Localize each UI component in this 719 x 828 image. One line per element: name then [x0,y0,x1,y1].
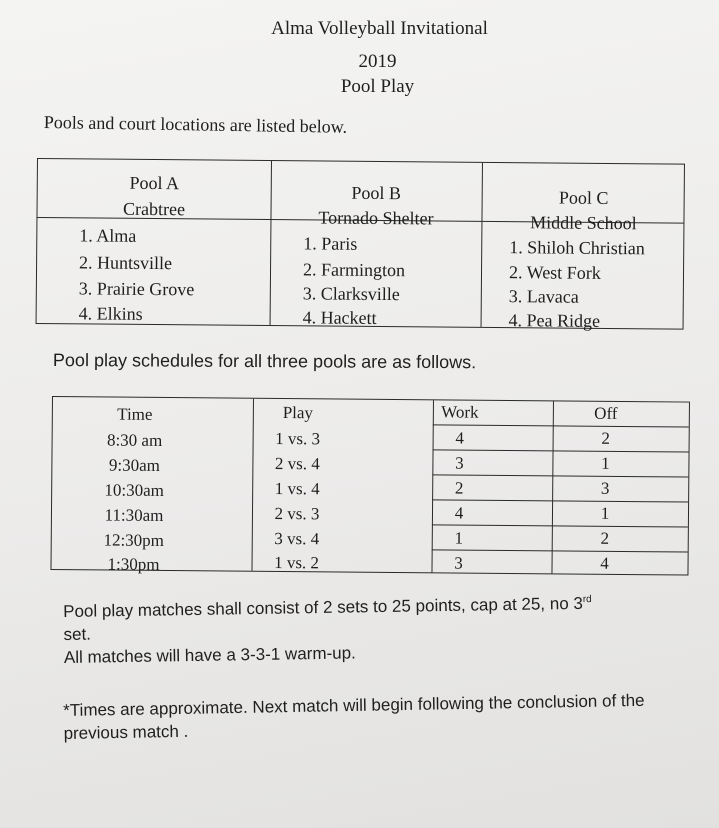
schedule-time: 8:30 am [106,430,163,450]
pool-b-team: 4. Hackett [302,307,377,328]
schedule-table [50,396,689,576]
schedule-time: 9:30am [108,455,160,475]
pool-b-team: 2. Farmington [302,259,406,281]
schedule-time: 1:30pm [107,554,160,574]
pool-b-location: Tornado Shelter [318,207,434,229]
schedule-off: 3 [600,478,610,498]
schedule-play: 1 vs. 3 [275,428,321,449]
schedule-time: 11:30am [104,505,164,525]
schedule-time: 12:30pm [103,530,165,550]
pool-b-name: Pool B [351,182,402,204]
pool-a-location: Crabtree [122,198,186,220]
pool-c-team: 1. Shiloh Christian [509,237,645,259]
pool-a-team: 3. Prairie Grove [78,278,195,300]
pool-c-team: 3. Lavaca [508,286,579,307]
rules-superscript: rd [582,594,592,606]
schedule-off: 2 [600,528,610,548]
pool-c-team: 4. Pea Ridge [508,310,601,331]
pool-c-column [481,163,686,329]
schedule-play: 2 vs. 4 [274,453,320,474]
schedule-work: 2 [454,478,464,498]
rules-text: Pool play matches shall consist of 2 sets to 25 points, cap at 25, no 3 [63,593,584,621]
schedule-off: 4 [600,553,609,573]
warmup-note: All matches will have a 3-3-1 warm-up. [63,643,356,667]
schedule-intro: Pool play schedules for all three pools are as follows. [52,350,477,373]
pool-a-team: 4. Elkins [78,303,143,324]
schedule-play: 1 vs. 4 [274,478,320,499]
pool-c-team: 2. West Fork [508,262,601,283]
header-work: Work [441,402,479,422]
schedule-time: 10:30am [104,480,165,500]
pool-a-name: Pool A [129,172,180,194]
pools-table [36,158,685,330]
schedule-off: 2 [601,428,610,448]
times-note: *Times are approximate. Next match will begin following the conclusion of the previous match . [63,690,645,743]
pool-b-team: 1. Paris [303,233,358,254]
schedule-work: 4 [455,428,464,448]
schedule-work: 1 [454,528,464,548]
pool-b-team: 3. Clarksville [302,283,400,305]
schedule-play: 1 vs. 2 [274,552,320,573]
schedule-play: 3 vs. 4 [274,528,320,549]
rules-note [63,590,674,669]
pools-intro: Pools and court locations are listed below. [43,112,348,137]
rules-text-end: set. [63,624,92,644]
document-subtitle: Pool Play [340,76,415,97]
pool-a-team: 2. Huntsville [79,252,173,274]
pool-a-column [37,159,271,325]
schedule-work: 3 [454,553,463,573]
pool-c-location: Middle School [530,212,637,234]
pool-b-column [270,161,482,327]
pool-c-name: Pool C [558,187,609,208]
schedule-work: 3 [455,453,464,473]
header-play: Play [282,403,314,423]
schedule-off: 1 [601,453,610,473]
document-year: 2019 [358,51,397,72]
pool-a-team: 1. Alma [79,225,137,246]
schedule-work: 4 [454,503,464,523]
header-off: Off [594,403,618,423]
header-time: Time [117,404,153,424]
schedule-off: 1 [600,503,610,523]
document-title: Alma Volleyball Invitational [271,18,488,39]
schedule-play: 2 vs. 3 [274,503,320,524]
